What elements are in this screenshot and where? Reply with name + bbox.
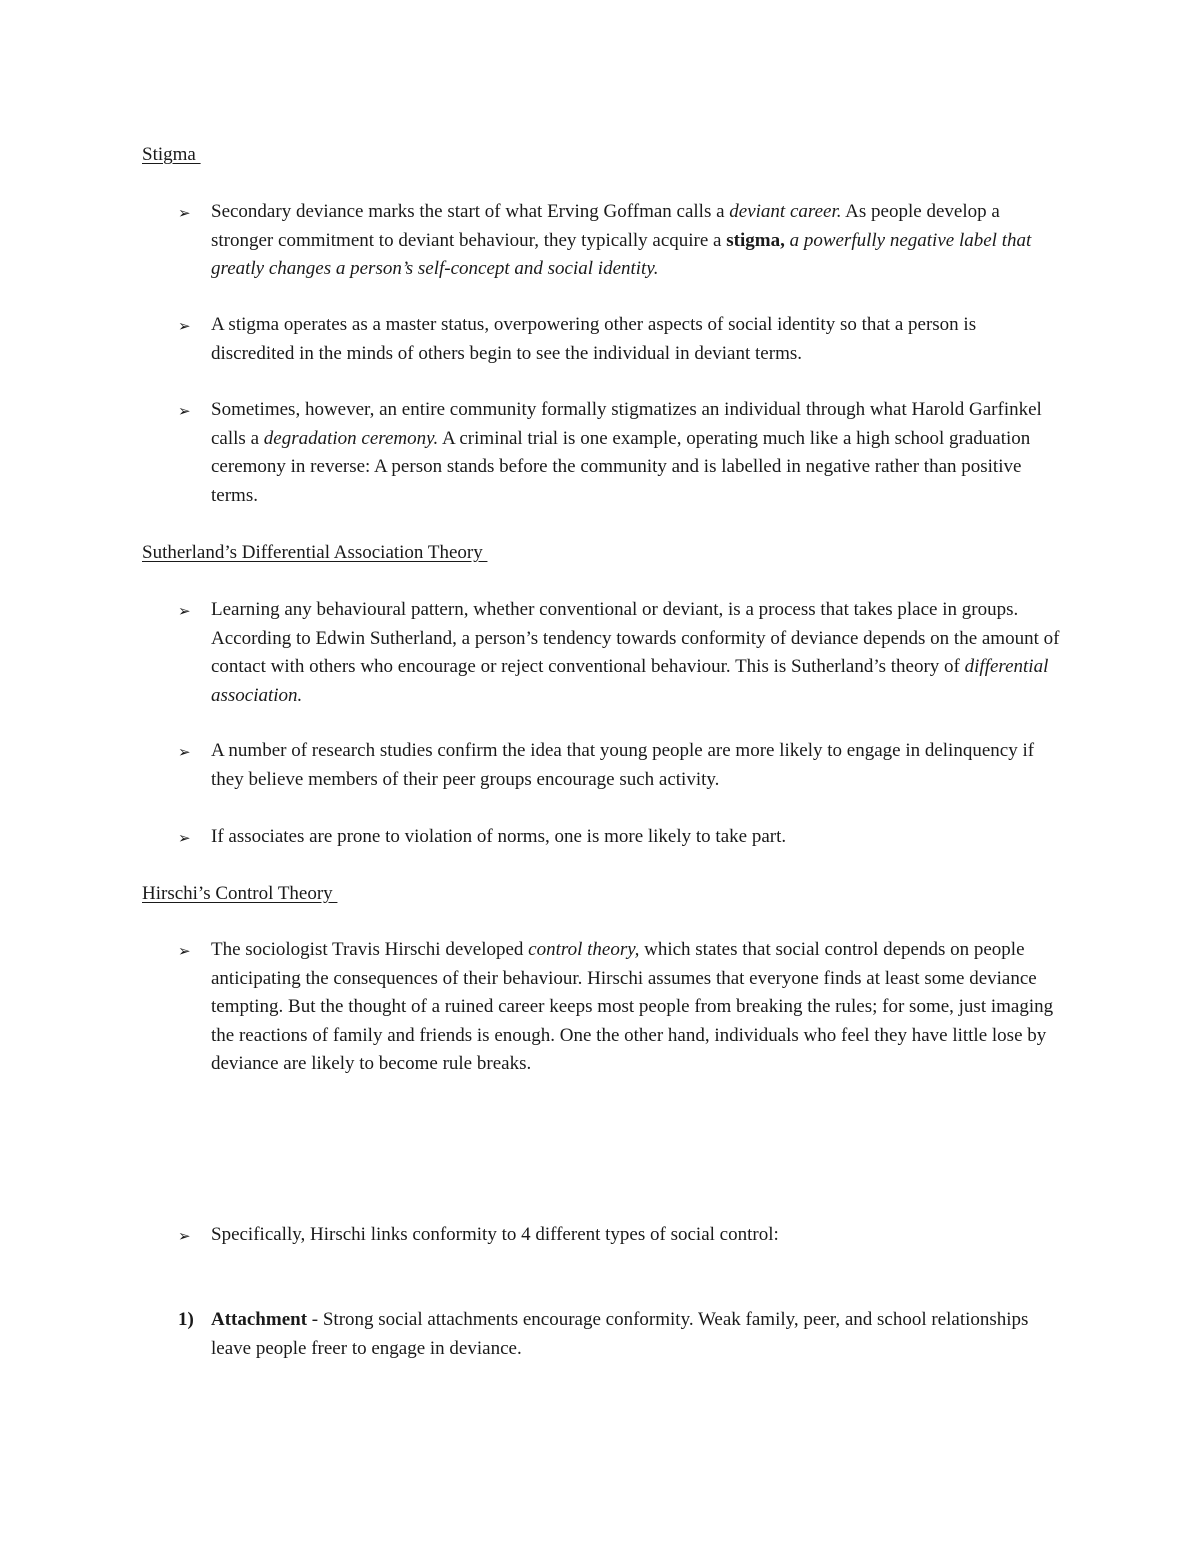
italic-term: deviant career.	[729, 201, 842, 222]
text-run: As people develop a stronger commitment to deviant behaviour, they typically acquire a	[211, 201, 1000, 251]
bullet-text	[211, 737, 1061, 794]
bullet-text	[211, 198, 1061, 284]
arrow-bullet-icon: ➢	[178, 602, 191, 620]
bold-term: stigma,	[726, 229, 785, 251]
text-run: which states that social control depends on people anticipating the consequences of their behaviour. Hirschi assumes that everyone finds at least some deviance tempting. But the thought of a ruined career keeps most people from breaking the rules; for some, just imaging the reactions of family and friends is enough. One the other hand, individuals who feel they have little lose by deviance are likely to become rule breaks.	[211, 939, 1054, 1075]
text-run: Specifically, Hirschi links conformity to 4 different types of social control:	[211, 1224, 779, 1245]
heading-hirschi: Hirschi’s Control Theory	[142, 883, 338, 904]
bullet-item	[178, 823, 1078, 852]
text-run: A criminal trial is one example, operating much like a high school graduation ceremony in reverse: A person stands before the community and is labelled in negative rather than positive terms.	[211, 427, 1031, 506]
arrow-bullet-icon: ➢	[178, 317, 191, 335]
bullet-text	[211, 396, 1061, 510]
bullet-item	[178, 737, 1078, 794]
italic-definition: a powerfully negative label that greatly changes a person’s self-concept and social identity.	[211, 229, 1032, 280]
arrow-bullet-icon: ➢	[178, 402, 191, 420]
text-run: Learning any behavioural pattern, whether conventional or deviant, is a process that takes place in groups. According to Edwin Sutherland, a person’s tendency towards conformity of deviance depends on the amount of contact with others who encourage or reject conventional behaviour. This is Sutherland’s theory of	[211, 599, 1060, 678]
text-run: The sociologist Travis Hirschi developed	[211, 939, 529, 960]
numbered-text	[211, 1306, 1061, 1363]
bullet-item	[178, 936, 1078, 1079]
arrow-bullet-icon: ➢	[178, 743, 191, 761]
italic-term: differential association.	[211, 656, 1049, 706]
arrow-bullet-icon: ➢	[178, 1227, 191, 1245]
bold-term: Attachment	[211, 1309, 308, 1330]
bullet-item	[178, 596, 1078, 710]
bullet-item	[178, 198, 1078, 284]
arrow-bullet-icon: ➢	[178, 204, 191, 222]
text-run: If associates are prone to violation of norms, one is more likely to take part.	[211, 826, 787, 847]
heading-sutherland: Sutherland’s Differential Association Theory	[142, 542, 488, 563]
bullet-text	[211, 936, 1061, 1079]
bullet-text	[211, 311, 1061, 368]
bullet-item	[178, 396, 1078, 510]
text-run: A number of research studies confirm the idea that young people are more likely to engage in delinquency if they believe members of their peer groups encourage such activity.	[211, 740, 1035, 790]
arrow-bullet-icon: ➢	[178, 829, 191, 847]
bullet-item	[178, 311, 1078, 368]
text-run: - Strong social attachments encourage conformity. Weak family, peer, and school relationships leave people freer to engage in deviance.	[211, 1309, 1029, 1359]
numbered-item	[178, 1306, 1078, 1363]
arrow-bullet-icon: ➢	[178, 942, 191, 960]
bullet-text	[211, 1221, 1061, 1250]
list-number: 1)	[178, 1309, 194, 1330]
bullet-item	[178, 1221, 1078, 1250]
text-run: A stigma operates as a master status, overpowering other aspects of social identity so that a person is discredited in the minds of others begin to see the individual in deviant terms.	[211, 314, 977, 364]
text-run: Secondary deviance marks the start of what Erving Goffman calls a	[211, 201, 730, 222]
text-run: Sometimes, however, an entire community formally stigmatizes an individual through what Harold Garfinkel calls a	[211, 399, 1042, 449]
bullet-text	[211, 596, 1061, 710]
italic-term: control theory,	[528, 939, 640, 960]
italic-term: degradation ceremony.	[263, 427, 439, 449]
bullet-text	[211, 823, 1061, 852]
heading-stigma: Stigma	[142, 144, 201, 165]
